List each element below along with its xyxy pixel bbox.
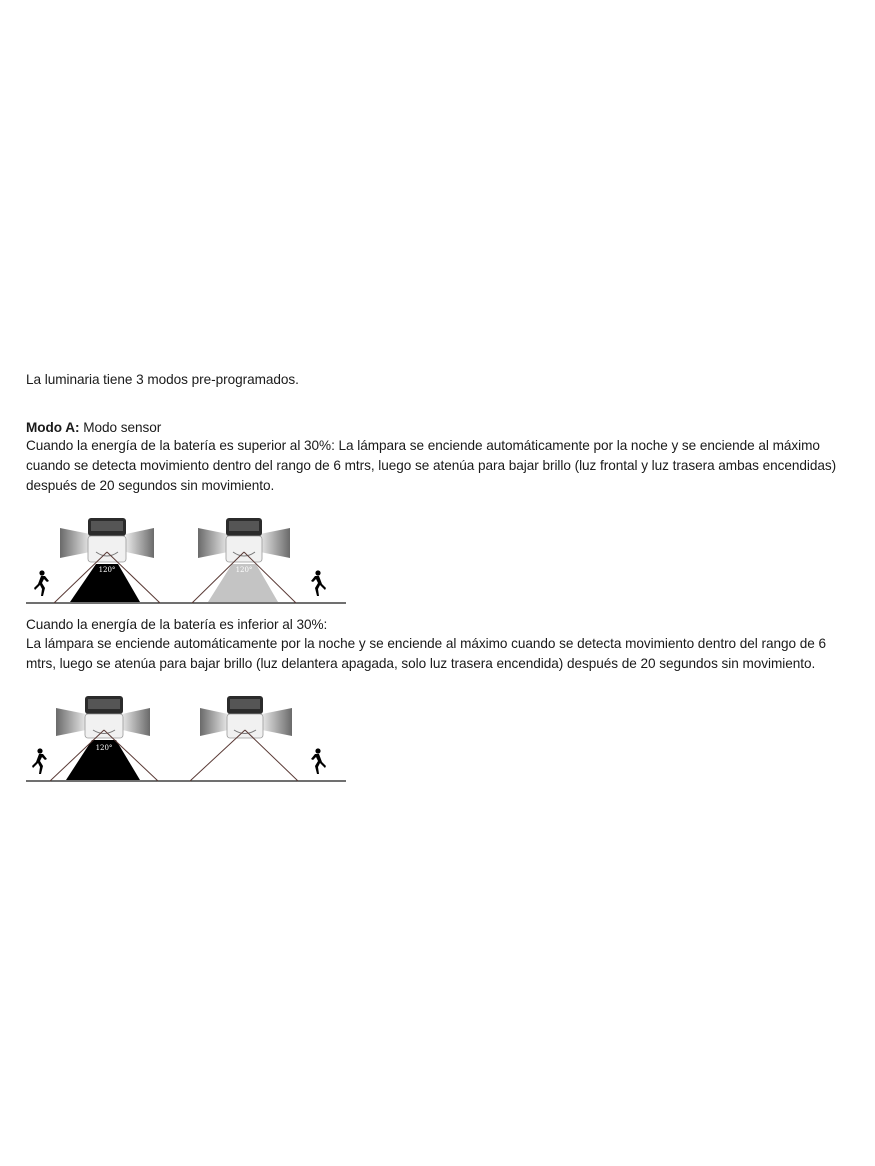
lamp-right	[192, 518, 296, 603]
mode-a-diagram-low-battery	[24, 690, 350, 786]
intro-text: La luminaria tiene 3 modos pre-programados.	[26, 372, 299, 387]
lamp-body	[227, 714, 263, 738]
side-beam-right	[260, 528, 290, 558]
mode-a-heading	[26, 418, 861, 438]
lamp-right	[190, 696, 298, 781]
lamp-left	[50, 696, 158, 781]
paragraph-line: mtrs, luego se atenúa para bajar brillo (luz delantera apagada, solo luz trasera encendida) después de 20 segundos sin movimiento.	[26, 656, 816, 671]
mode-a-diagram-high-battery	[24, 512, 350, 608]
runner-left-icon	[34, 570, 49, 596]
runner-right-icon	[311, 748, 326, 774]
paragraph-line: Cuando la energía de la batería es superior al 30%: La lámpara se enciende automáticamente por la noche y se enciende al máximo	[26, 438, 820, 453]
lamp-left	[54, 518, 160, 603]
side-beam-right	[122, 708, 150, 736]
angle-label: 120°	[98, 566, 116, 574]
runner-right-icon	[311, 570, 326, 596]
side-beam-left	[60, 528, 90, 558]
side-beam-left	[198, 528, 228, 558]
runner-left-icon	[32, 748, 47, 774]
paragraph-line: después de 20 segundos sin movimiento.	[26, 478, 275, 493]
paragraph-line: La lámpara se enciende automáticamente por la noche y se enciende al máximo cuando se detecta movimiento dentro del rango de 6	[26, 636, 827, 651]
lamp-body	[85, 714, 123, 738]
side-beam-left	[200, 708, 228, 736]
mode-a-condition-low-battery: Cuando la energía de la batería es inferior al 30%:	[26, 617, 328, 632]
mode-a-name: Modo sensor	[83, 420, 162, 435]
lamp-body	[88, 536, 126, 562]
side-beam-right	[262, 708, 292, 736]
side-beam-right	[126, 528, 154, 558]
mode-a-paragraph-low-battery	[26, 634, 861, 674]
paragraph-line: cuando se detecta movimiento dentro del rango de 6 mtrs, luego se atenúa para bajar brillo (luz frontal y luz trasera ambas encendidas)	[26, 458, 837, 473]
angle-label: 120°	[235, 566, 253, 574]
lamp-body	[226, 536, 262, 562]
side-beam-left	[56, 708, 86, 736]
angle-label: 120°	[95, 744, 113, 752]
mode-a-label: Modo A:	[26, 420, 80, 435]
mode-a-paragraph-high-battery	[26, 436, 861, 496]
